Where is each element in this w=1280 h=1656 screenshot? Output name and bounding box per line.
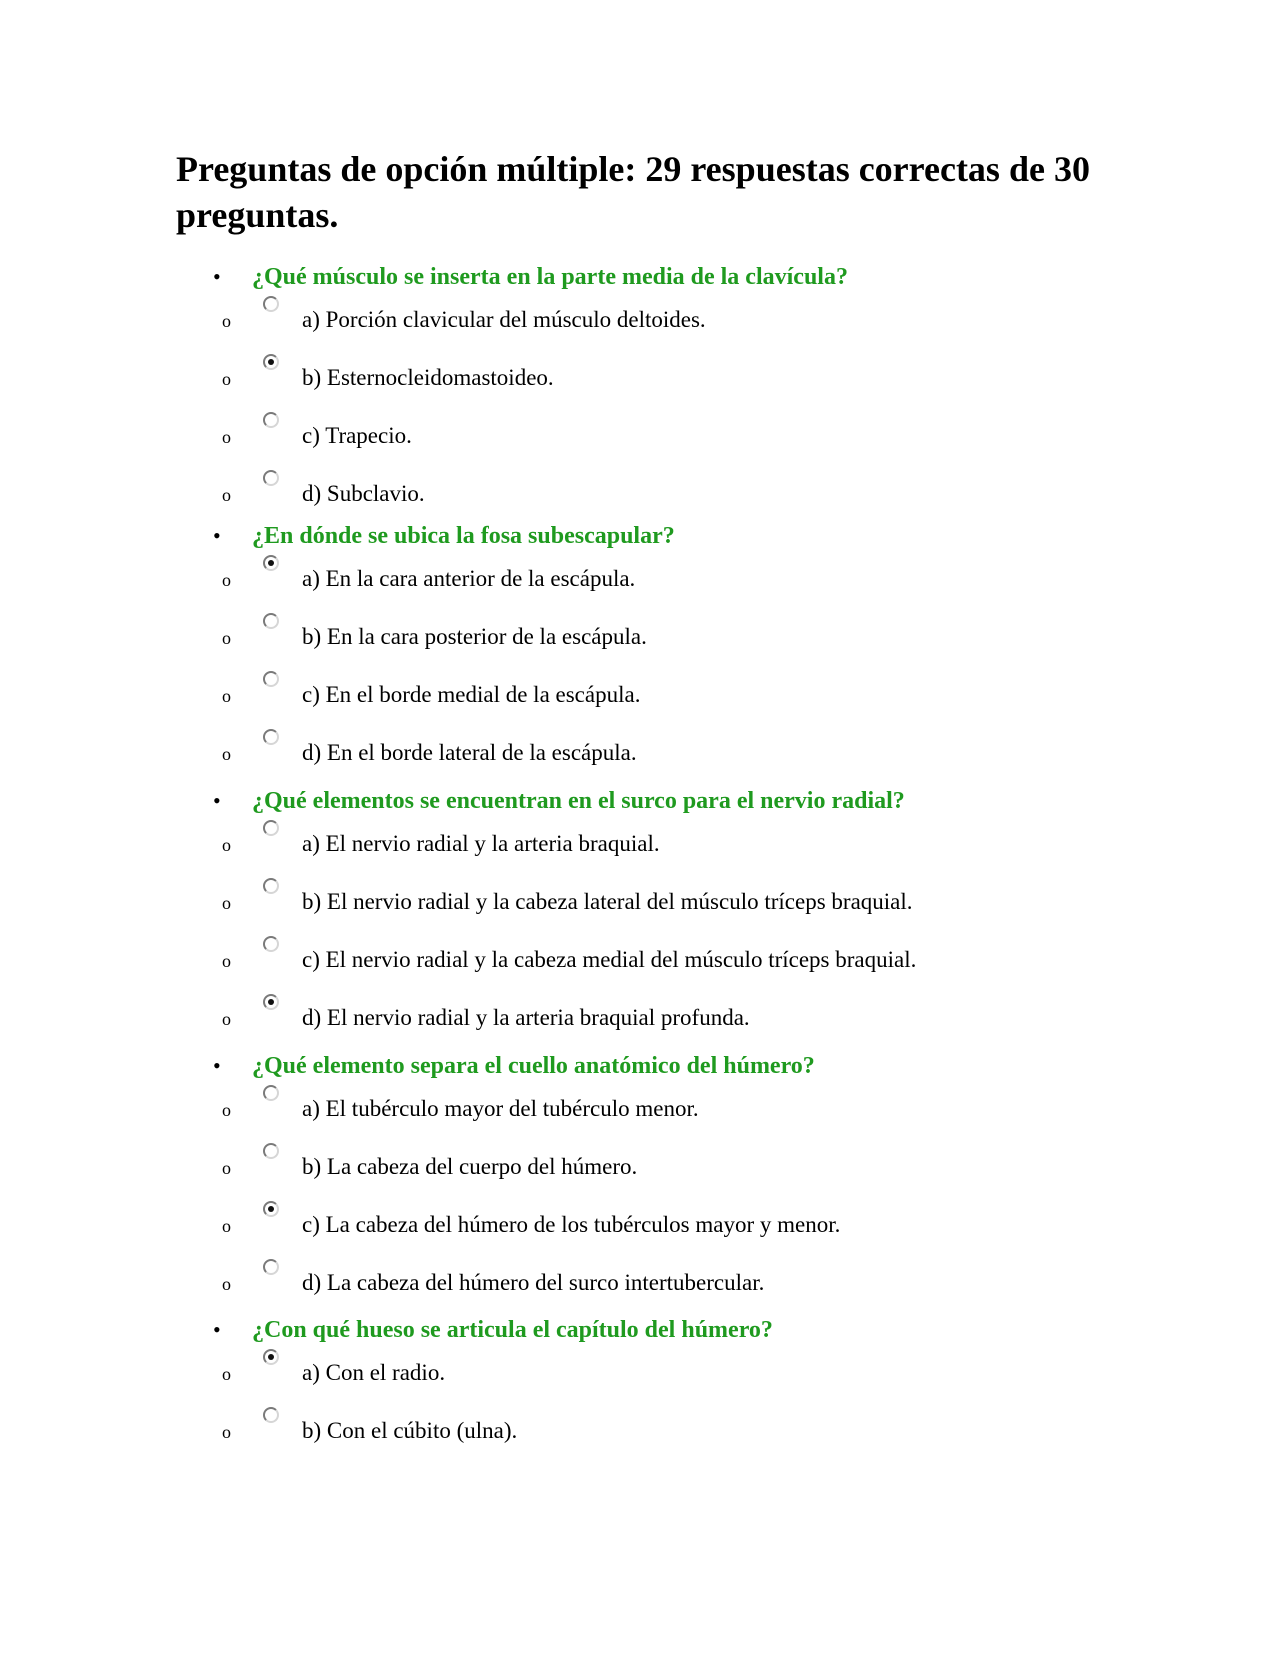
option-bullet: o — [222, 893, 231, 913]
radio-dot-icon — [268, 1354, 274, 1360]
option-bullet: o — [222, 1422, 231, 1442]
option-label: d) La cabeza del húmero del surco intertubercular. — [302, 1270, 765, 1295]
option-bullet: o — [222, 570, 231, 590]
answer-option[interactable] — [0, 820, 1280, 862]
radio-button-selected[interactable] — [263, 354, 279, 370]
radio-button[interactable] — [263, 936, 279, 952]
option-label: b) En la cara posterior de la escápula. — [302, 624, 647, 649]
option-bullet: o — [222, 1274, 231, 1294]
question-bullet: • — [213, 523, 221, 548]
answer-option[interactable] — [0, 613, 1280, 655]
option-label: c) La cabeza del húmero de los tubérculos mayor y menor. — [302, 1212, 841, 1237]
answer-option[interactable] — [0, 1349, 1280, 1391]
radio-dot-icon — [268, 560, 274, 566]
radio-button[interactable] — [263, 820, 279, 836]
question-bullet: • — [213, 788, 221, 813]
answer-option[interactable] — [0, 1085, 1280, 1127]
option-label: c) El nervio radial y la cabeza medial del músculo tríceps braquial. — [302, 947, 917, 972]
answer-option[interactable] — [0, 878, 1280, 920]
radio-dot-icon — [268, 1206, 274, 1212]
option-label: a) Porción clavicular del músculo deltoides. — [302, 307, 706, 332]
radio-button-selected[interactable] — [263, 1349, 279, 1365]
answer-option[interactable] — [0, 470, 1280, 512]
option-label: a) El tubérculo mayor del tubérculo menor. — [302, 1096, 699, 1121]
question-bullet: • — [213, 264, 221, 289]
answer-option[interactable] — [0, 354, 1280, 396]
question-item — [0, 521, 1280, 551]
option-label: d) El nervio radial y la arteria braquial profunda. — [302, 1005, 750, 1030]
radio-button[interactable] — [263, 1085, 279, 1101]
question-text: ¿Qué elementos se encuentran en el surco para el nervio radial? — [252, 788, 905, 814]
option-label: b) El nervio radial y la cabeza lateral del músculo tríceps braquial. — [302, 889, 913, 914]
question-bullet: • — [213, 1053, 221, 1078]
radio-button[interactable] — [263, 1143, 279, 1159]
answer-option[interactable] — [0, 671, 1280, 713]
option-bullet: o — [222, 1100, 231, 1120]
option-bullet: o — [222, 485, 231, 505]
answer-option[interactable] — [0, 1407, 1280, 1449]
page-title: Preguntas de opción múltiple: 29 respuestas correctas de 30 preguntas. — [176, 149, 1090, 235]
option-label: a) El nervio radial y la arteria braquial. — [302, 831, 660, 856]
answer-option[interactable] — [0, 1143, 1280, 1185]
radio-button-selected[interactable] — [263, 555, 279, 571]
option-label: b) Esternocleidomastoideo. — [302, 365, 554, 390]
option-label: b) Con el cúbito (ulna). — [302, 1418, 518, 1443]
option-label: c) En el borde medial de la escápula. — [302, 682, 641, 707]
option-bullet: o — [222, 1216, 231, 1236]
radio-button[interactable] — [263, 1259, 279, 1275]
option-bullet: o — [222, 951, 231, 971]
question-item — [0, 1051, 1280, 1081]
radio-button[interactable] — [263, 470, 279, 486]
answer-option[interactable] — [0, 412, 1280, 454]
option-bullet: o — [222, 427, 231, 447]
option-bullet: o — [222, 835, 231, 855]
option-label: a) En la cara anterior de la escápula. — [302, 566, 636, 591]
radio-button-selected[interactable] — [263, 994, 279, 1010]
question-text: ¿Qué músculo se inserta en la parte media de la clavícula? — [252, 264, 848, 290]
option-label: a) Con el radio. — [302, 1360, 446, 1385]
answer-option[interactable] — [0, 296, 1280, 338]
question-item — [0, 1315, 1280, 1345]
option-bullet: o — [222, 1158, 231, 1178]
radio-dot-icon — [268, 999, 274, 1005]
option-bullet: o — [222, 1009, 231, 1029]
answer-option[interactable] — [0, 1259, 1280, 1301]
question-item — [0, 786, 1280, 816]
radio-button[interactable] — [263, 412, 279, 428]
question-text: ¿En dónde se ubica la fosa subescapular? — [252, 523, 675, 549]
radio-button[interactable] — [263, 671, 279, 687]
answer-option[interactable] — [0, 1201, 1280, 1243]
answer-option[interactable] — [0, 555, 1280, 597]
radio-button[interactable] — [263, 729, 279, 745]
option-bullet: o — [222, 744, 231, 764]
question-text: ¿Qué elemento separa el cuello anatómico del húmero? — [252, 1053, 815, 1079]
radio-button[interactable] — [263, 296, 279, 312]
answer-option[interactable] — [0, 936, 1280, 978]
radio-button[interactable] — [263, 878, 279, 894]
option-bullet: o — [222, 628, 231, 648]
radio-button[interactable] — [263, 1407, 279, 1423]
radio-button-selected[interactable] — [263, 1201, 279, 1217]
question-item — [0, 262, 1280, 292]
option-label: b) La cabeza del cuerpo del húmero. — [302, 1154, 638, 1179]
question-bullet: • — [213, 1317, 221, 1342]
option-bullet: o — [222, 311, 231, 331]
option-bullet: o — [222, 369, 231, 389]
option-label: d) En el borde lateral de la escápula. — [302, 740, 637, 765]
option-label: d) Subclavio. — [302, 481, 425, 506]
answer-option[interactable] — [0, 994, 1280, 1036]
answer-option[interactable] — [0, 729, 1280, 771]
option-label: c) Trapecio. — [302, 423, 412, 448]
radio-dot-icon — [268, 359, 274, 365]
radio-button[interactable] — [263, 613, 279, 629]
question-text: ¿Con qué hueso se articula el capítulo del húmero? — [252, 1317, 773, 1343]
option-bullet: o — [222, 1364, 231, 1384]
option-bullet: o — [222, 686, 231, 706]
